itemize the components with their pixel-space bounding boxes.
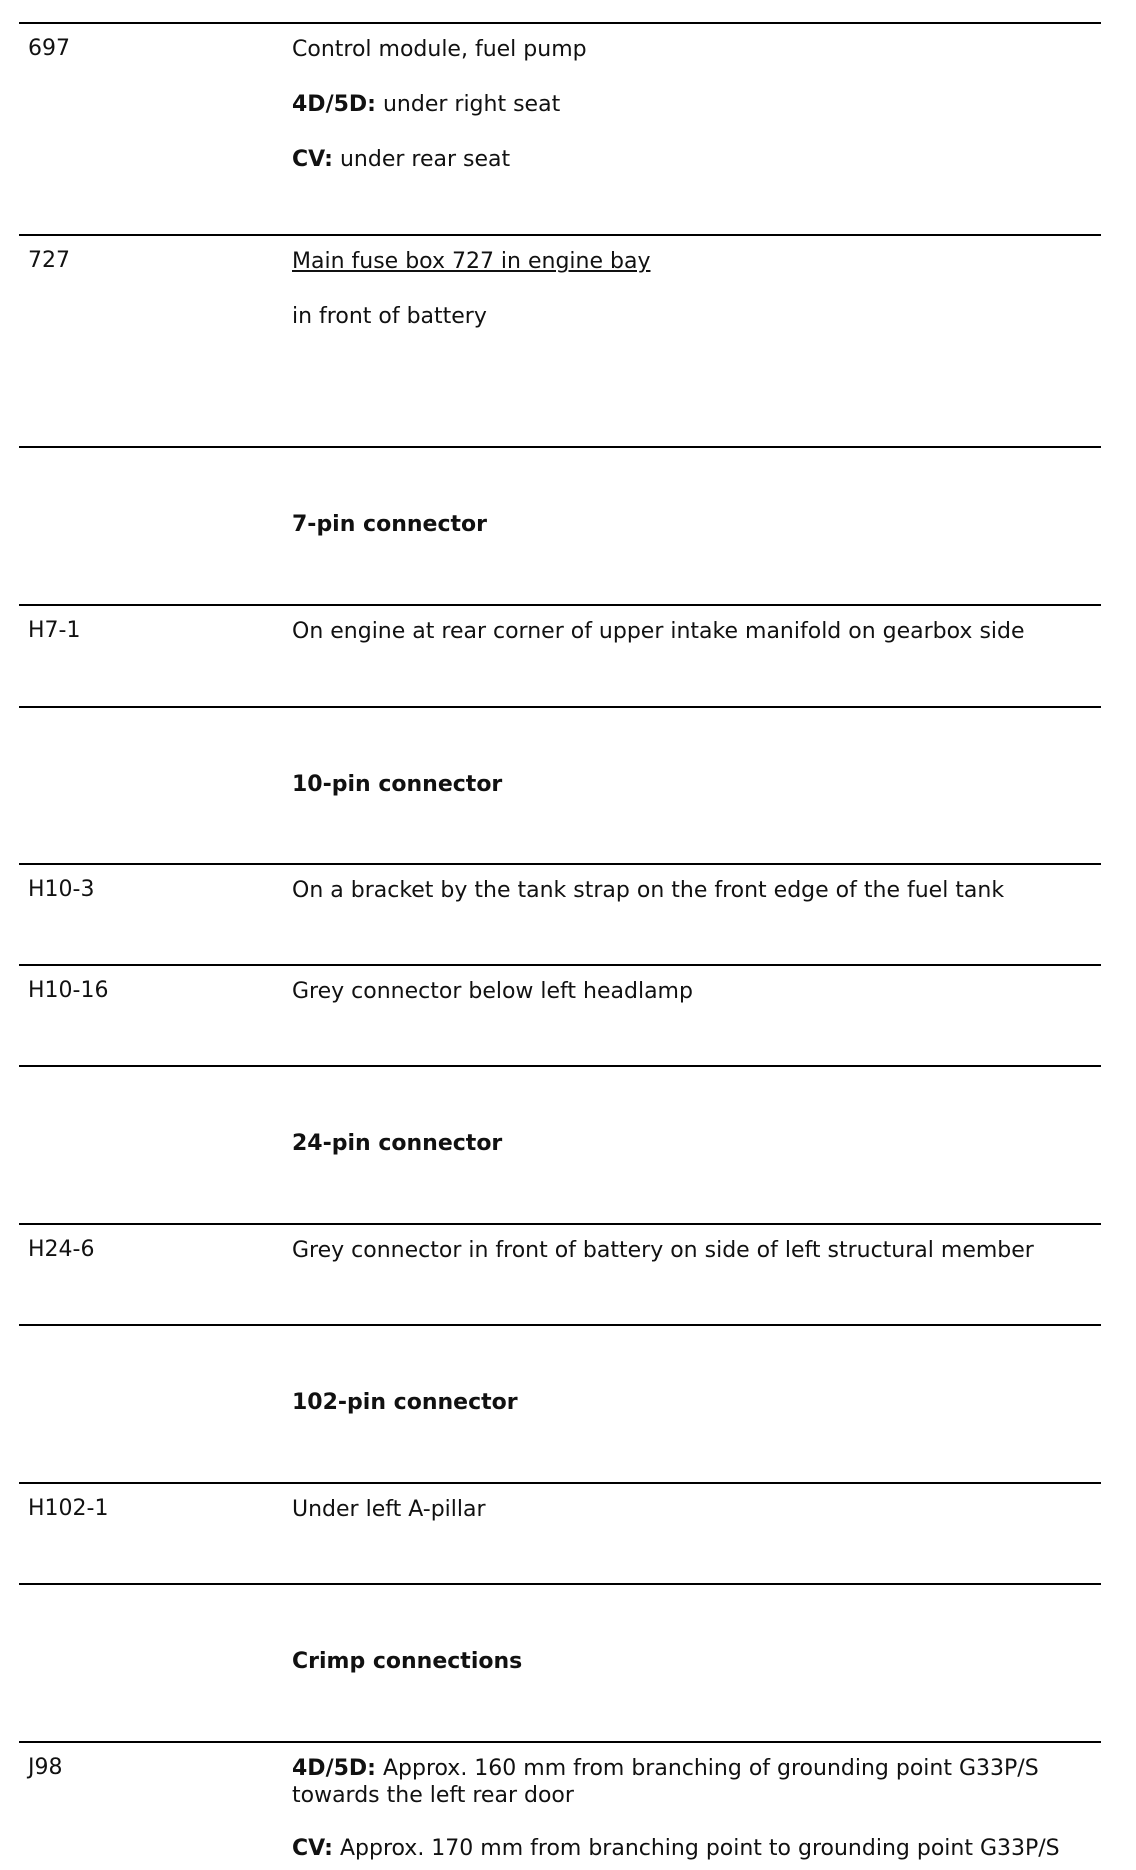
section-heading: 102-pin connector <box>292 1390 518 1415</box>
section-heading: 24-pin connector <box>292 1131 503 1156</box>
row-description: On engine at rear corner of upper intake manifold on gearbox side <box>292 619 1025 644</box>
section-102-pin <box>19 1324 1101 1484</box>
row-id: J98 <box>28 1755 63 1780</box>
variant-text: Approx. 170 mm from branching point to grounding point G33P/S <box>332 1836 1060 1861</box>
variant-text: Approx. 160 mm from branching of grounding point G33P/S towards the left rear door <box>292 1756 1039 1808</box>
row-id: H10-3 <box>28 877 95 902</box>
variant-label: CV: <box>292 1836 333 1861</box>
section-24-pin <box>19 1065 1101 1225</box>
description-line: Control module, fuel pump <box>292 37 587 62</box>
table-row-h102-1 <box>19 1482 1101 1585</box>
variant-label: 4D/5D: <box>292 1756 376 1781</box>
main-fuse-box-link[interactable]: Main fuse box 727 in engine bay <box>292 249 651 274</box>
row-id: H24-6 <box>28 1237 95 1262</box>
row-description: Under left A-pillar <box>292 1497 486 1522</box>
section-7-pin <box>19 446 1101 606</box>
description-line <box>292 248 1092 275</box>
row-id: H7-1 <box>28 618 81 643</box>
row-description <box>292 1755 1102 1862</box>
table-row-697 <box>19 22 1101 236</box>
table-row-727 <box>19 234 1101 448</box>
table-row-h10-3 <box>19 863 1101 966</box>
variant-label: CV: <box>292 147 333 172</box>
row-id: H102-1 <box>28 1496 109 1521</box>
table-row-h24-6 <box>19 1223 1101 1326</box>
row-description <box>292 248 1092 330</box>
row-id: 697 <box>28 36 70 61</box>
variant-text: under rear seat <box>332 147 511 172</box>
description-line <box>292 91 1092 118</box>
section-heading: Crimp connections <box>292 1649 523 1674</box>
table-row-h7-1 <box>19 604 1101 708</box>
variant-text: under right seat <box>375 92 561 117</box>
variant-label: 4D/5D: <box>292 92 376 117</box>
section-10-pin <box>19 706 1101 865</box>
description-line <box>292 1755 1102 1809</box>
description-line <box>292 1835 1102 1862</box>
description-line: in front of battery <box>292 304 487 329</box>
table-row-j98 <box>19 1741 1101 1868</box>
row-description: On a bracket by the tank strap on the front edge of the fuel tank <box>292 878 1005 903</box>
row-description: Grey connector in front of battery on side of left structural member <box>292 1238 1034 1263</box>
section-heading: 10-pin connector <box>292 772 503 797</box>
row-id: H10-16 <box>28 978 109 1003</box>
row-description: Grey connector below left headlamp <box>292 979 693 1004</box>
section-heading: 7-pin connector <box>292 512 487 537</box>
description-line <box>292 146 1092 173</box>
section-crimp-connections <box>19 1583 1101 1743</box>
row-id: 727 <box>28 248 70 273</box>
table-row-h10-16 <box>19 964 1101 1067</box>
row-description <box>292 36 1092 173</box>
